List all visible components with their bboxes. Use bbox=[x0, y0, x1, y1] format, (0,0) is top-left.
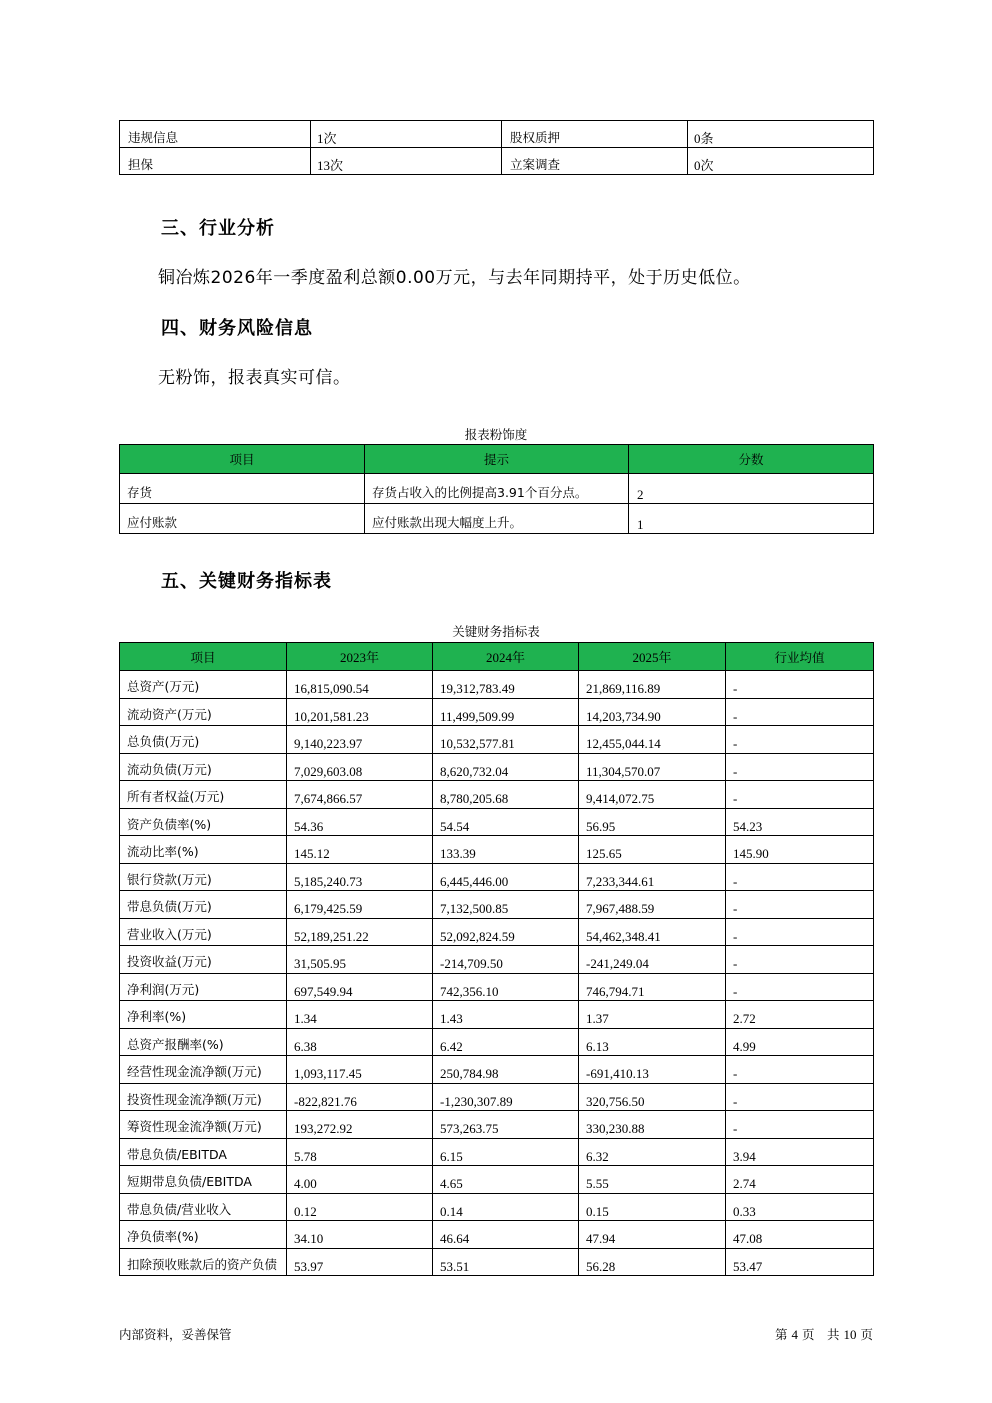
indicator-value: - bbox=[726, 753, 874, 781]
dressing-item: 存货 bbox=[120, 474, 365, 504]
dressing-hint: 存货占收入的比例提高3.91个百分点。 bbox=[365, 474, 629, 504]
indicator-name: 流动资产(万元) bbox=[120, 698, 287, 726]
indicator-value: - bbox=[726, 973, 874, 1001]
dressing-table bbox=[119, 444, 874, 534]
section4-heading: 四、财务风险信息 bbox=[161, 318, 313, 339]
table-row bbox=[120, 698, 874, 726]
kfi-table-caption: 关键财务指标表 bbox=[452, 624, 540, 639]
indicator-value: 56.28 bbox=[579, 1248, 726, 1276]
indicator-value: 52,092,824.59 bbox=[433, 918, 579, 946]
indicator-value: 9,140,223.97 bbox=[287, 726, 433, 754]
indicator-value: 7,967,488.59 bbox=[579, 891, 726, 919]
indicator-value: 16,815,090.54 bbox=[287, 671, 433, 699]
section3-text: 铜冶炼2026年一季度盈利总额0.00万元，与去年同期持平，处于历史低位。 bbox=[158, 268, 751, 288]
indicator-value: 6.38 bbox=[287, 1028, 433, 1056]
indicator-name: 总资产报酬率(%) bbox=[120, 1028, 287, 1056]
indicator-value: 53.97 bbox=[287, 1248, 433, 1276]
indicator-value: 12,455,044.14 bbox=[579, 726, 726, 754]
column-header: 行业均值 bbox=[726, 643, 874, 671]
column-header: 提示 bbox=[365, 445, 629, 474]
indicator-value: 4.00 bbox=[287, 1166, 433, 1194]
table-row bbox=[120, 863, 874, 891]
indicator-name: 流动比率(%) bbox=[120, 836, 287, 864]
indicator-value: - bbox=[726, 863, 874, 891]
indicator-value: 47.94 bbox=[579, 1221, 726, 1249]
indicator-value: 2.74 bbox=[726, 1166, 874, 1194]
indicator-value: 6.32 bbox=[579, 1138, 726, 1166]
table-row bbox=[120, 1221, 874, 1249]
indicator-value: 145.90 bbox=[726, 836, 874, 864]
indicator-value: 0.12 bbox=[287, 1193, 433, 1221]
indicator-name: 净利率(%) bbox=[120, 1001, 287, 1029]
indicator-value: 3.94 bbox=[726, 1138, 874, 1166]
indicator-name: 净利润(万元) bbox=[120, 973, 287, 1001]
indicator-value: 5.78 bbox=[287, 1138, 433, 1166]
indicator-value: 697,549.94 bbox=[287, 973, 433, 1001]
table-row bbox=[120, 148, 874, 175]
table-row bbox=[120, 671, 874, 699]
indicator-value: 145.12 bbox=[287, 836, 433, 864]
section5-heading: 五、关键财务指标表 bbox=[161, 571, 332, 592]
indicator-value: 53.51 bbox=[433, 1248, 579, 1276]
table-row bbox=[120, 504, 874, 534]
indicator-name: 所有者权益(万元) bbox=[120, 781, 287, 809]
table-row bbox=[120, 1193, 874, 1221]
indicator-name: 短期带息负债/EBITDA bbox=[120, 1166, 287, 1194]
indicator-value: 1.43 bbox=[433, 1001, 579, 1029]
dressing-score: 1 bbox=[629, 504, 874, 534]
indicator-value: 1.34 bbox=[287, 1001, 433, 1029]
indicator-value: 11,304,570.07 bbox=[579, 753, 726, 781]
table-row bbox=[120, 1111, 874, 1139]
indicator-value: 53.47 bbox=[726, 1248, 874, 1276]
column-header: 2024年 bbox=[433, 643, 579, 671]
section4-text: 无粉饰，报表真实可信。 bbox=[158, 368, 351, 388]
indicator-value: 7,132,500.85 bbox=[433, 891, 579, 919]
risk-label: 立案调查 bbox=[502, 148, 688, 175]
indicator-value: 0.14 bbox=[433, 1193, 579, 1221]
indicator-value: - bbox=[726, 671, 874, 699]
indicator-value: - bbox=[726, 891, 874, 919]
risk-value: 0次 bbox=[688, 148, 874, 175]
indicator-name: 带息负债/营业收入 bbox=[120, 1193, 287, 1221]
indicator-value: 4.65 bbox=[433, 1166, 579, 1194]
risk-label: 股权质押 bbox=[502, 121, 688, 148]
indicator-value: -691,410.13 bbox=[579, 1056, 726, 1084]
table-row bbox=[120, 973, 874, 1001]
table-row bbox=[120, 753, 874, 781]
indicator-value: 54.23 bbox=[726, 808, 874, 836]
indicator-value: 46.64 bbox=[433, 1221, 579, 1249]
indicator-value: 8,620,732.04 bbox=[433, 753, 579, 781]
indicator-value: 5,185,240.73 bbox=[287, 863, 433, 891]
indicator-value: 54.54 bbox=[433, 808, 579, 836]
table-row bbox=[120, 946, 874, 974]
indicator-value: 6.42 bbox=[433, 1028, 579, 1056]
indicator-value: 193,272.92 bbox=[287, 1111, 433, 1139]
table-row bbox=[120, 1001, 874, 1029]
risk-label: 担保 bbox=[120, 148, 311, 175]
indicator-value: -241,249.04 bbox=[579, 946, 726, 974]
risk-label: 违规信息 bbox=[120, 121, 311, 148]
indicator-value: 746,794.71 bbox=[579, 973, 726, 1001]
dressing-item: 应付账款 bbox=[120, 504, 365, 534]
indicator-name: 净负债率(%) bbox=[120, 1221, 287, 1249]
indicator-value: 14,203,734.90 bbox=[579, 698, 726, 726]
table-header-row bbox=[120, 445, 874, 474]
risk-value: 0条 bbox=[688, 121, 874, 148]
indicator-value: 4.99 bbox=[726, 1028, 874, 1056]
indicator-name: 筹资性现金流净额(万元) bbox=[120, 1111, 287, 1139]
indicator-name: 流动负债(万元) bbox=[120, 753, 287, 781]
indicator-name: 营业收入(万元) bbox=[120, 918, 287, 946]
indicator-name: 带息负债(万元) bbox=[120, 891, 287, 919]
indicator-value: 7,674,866.57 bbox=[287, 781, 433, 809]
indicator-value: 8,780,205.68 bbox=[433, 781, 579, 809]
indicator-value: - bbox=[726, 1083, 874, 1111]
column-header: 分数 bbox=[629, 445, 874, 474]
indicator-value: 1.37 bbox=[579, 1001, 726, 1029]
indicator-name: 投资收益(万元) bbox=[120, 946, 287, 974]
page-number: 第 4 页 共 10 页 bbox=[775, 1327, 873, 1342]
table-row bbox=[120, 1166, 874, 1194]
dressing-table-caption: 报表粉饰度 bbox=[464, 427, 528, 442]
dressing-hint: 应付账款出现大幅度上升。 bbox=[365, 504, 629, 534]
indicator-value: - bbox=[726, 698, 874, 726]
indicator-value: 6,179,425.59 bbox=[287, 891, 433, 919]
indicator-value: 133.39 bbox=[433, 836, 579, 864]
table-row bbox=[120, 474, 874, 504]
table-row bbox=[120, 891, 874, 919]
indicator-value: -822,821.76 bbox=[287, 1083, 433, 1111]
indicator-value: -1,230,307.89 bbox=[433, 1083, 579, 1111]
table-header-row bbox=[120, 643, 874, 671]
indicator-value: 11,499,509.99 bbox=[433, 698, 579, 726]
column-header: 2025年 bbox=[579, 643, 726, 671]
table-row bbox=[120, 726, 874, 754]
indicator-value: 31,505.95 bbox=[287, 946, 433, 974]
table-row bbox=[120, 121, 874, 148]
indicator-value: 56.95 bbox=[579, 808, 726, 836]
indicator-value: 573,263.75 bbox=[433, 1111, 579, 1139]
indicator-value: - bbox=[726, 1056, 874, 1084]
indicator-value: 9,414,072.75 bbox=[579, 781, 726, 809]
indicator-name: 总资产(万元) bbox=[120, 671, 287, 699]
indicator-value: 34.10 bbox=[287, 1221, 433, 1249]
dressing-score: 2 bbox=[629, 474, 874, 504]
indicator-name: 投资性现金流净额(万元) bbox=[120, 1083, 287, 1111]
key-financial-indicators-table bbox=[119, 642, 874, 1276]
indicator-value: 742,356.10 bbox=[433, 973, 579, 1001]
indicator-value: - bbox=[726, 781, 874, 809]
indicator-value: 125.65 bbox=[579, 836, 726, 864]
table-row bbox=[120, 1138, 874, 1166]
table-row bbox=[120, 836, 874, 864]
column-header: 项目 bbox=[120, 445, 365, 474]
table-row bbox=[120, 781, 874, 809]
indicator-value: 320,756.50 bbox=[579, 1083, 726, 1111]
indicator-value: 330,230.88 bbox=[579, 1111, 726, 1139]
indicator-name: 带息负债/EBITDA bbox=[120, 1138, 287, 1166]
section3-heading: 三、行业分析 bbox=[161, 218, 275, 239]
indicator-value: 250,784.98 bbox=[433, 1056, 579, 1084]
indicator-value: - bbox=[726, 1111, 874, 1139]
risk-value: 13次 bbox=[311, 148, 502, 175]
indicator-value: 1,093,117.45 bbox=[287, 1056, 433, 1084]
indicator-value: 47.08 bbox=[726, 1221, 874, 1249]
table-row bbox=[120, 1028, 874, 1056]
indicator-value: 10,201,581.23 bbox=[287, 698, 433, 726]
indicator-value: 5.55 bbox=[579, 1166, 726, 1194]
indicator-value: 52,189,251.22 bbox=[287, 918, 433, 946]
indicator-value: 19,312,783.49 bbox=[433, 671, 579, 699]
indicator-value: 10,532,577.81 bbox=[433, 726, 579, 754]
table-row bbox=[120, 1083, 874, 1111]
indicator-value: 7,029,603.08 bbox=[287, 753, 433, 781]
indicator-value: 0.15 bbox=[579, 1193, 726, 1221]
indicator-value: 6.15 bbox=[433, 1138, 579, 1166]
table-row bbox=[120, 808, 874, 836]
indicator-value: - bbox=[726, 918, 874, 946]
indicator-value: 6.13 bbox=[579, 1028, 726, 1056]
column-header: 项目 bbox=[120, 643, 287, 671]
indicator-value: - bbox=[726, 946, 874, 974]
indicator-value: - bbox=[726, 726, 874, 754]
indicator-name: 总负债(万元) bbox=[120, 726, 287, 754]
indicator-name: 扣除预收账款后的资产负债 bbox=[120, 1248, 287, 1276]
footer-note: 内部资料，妥善保管 bbox=[119, 1327, 232, 1342]
indicator-name: 银行贷款(万元) bbox=[120, 863, 287, 891]
indicator-value: 0.33 bbox=[726, 1193, 874, 1221]
indicator-value: 21,869,116.89 bbox=[579, 671, 726, 699]
table-row bbox=[120, 1056, 874, 1084]
indicator-name: 经营性现金流净额(万元) bbox=[120, 1056, 287, 1084]
indicator-value: -214,709.50 bbox=[433, 946, 579, 974]
table-row bbox=[120, 918, 874, 946]
indicator-value: 7,233,344.61 bbox=[579, 863, 726, 891]
table-row bbox=[120, 1248, 874, 1276]
indicator-value: 54.36 bbox=[287, 808, 433, 836]
risk-info-table bbox=[119, 120, 874, 175]
indicator-value: 2.72 bbox=[726, 1001, 874, 1029]
indicator-value: 6,445,446.00 bbox=[433, 863, 579, 891]
risk-value: 1次 bbox=[311, 121, 502, 148]
column-header: 2023年 bbox=[287, 643, 433, 671]
indicator-name: 资产负债率(%) bbox=[120, 808, 287, 836]
indicator-value: 54,462,348.41 bbox=[579, 918, 726, 946]
